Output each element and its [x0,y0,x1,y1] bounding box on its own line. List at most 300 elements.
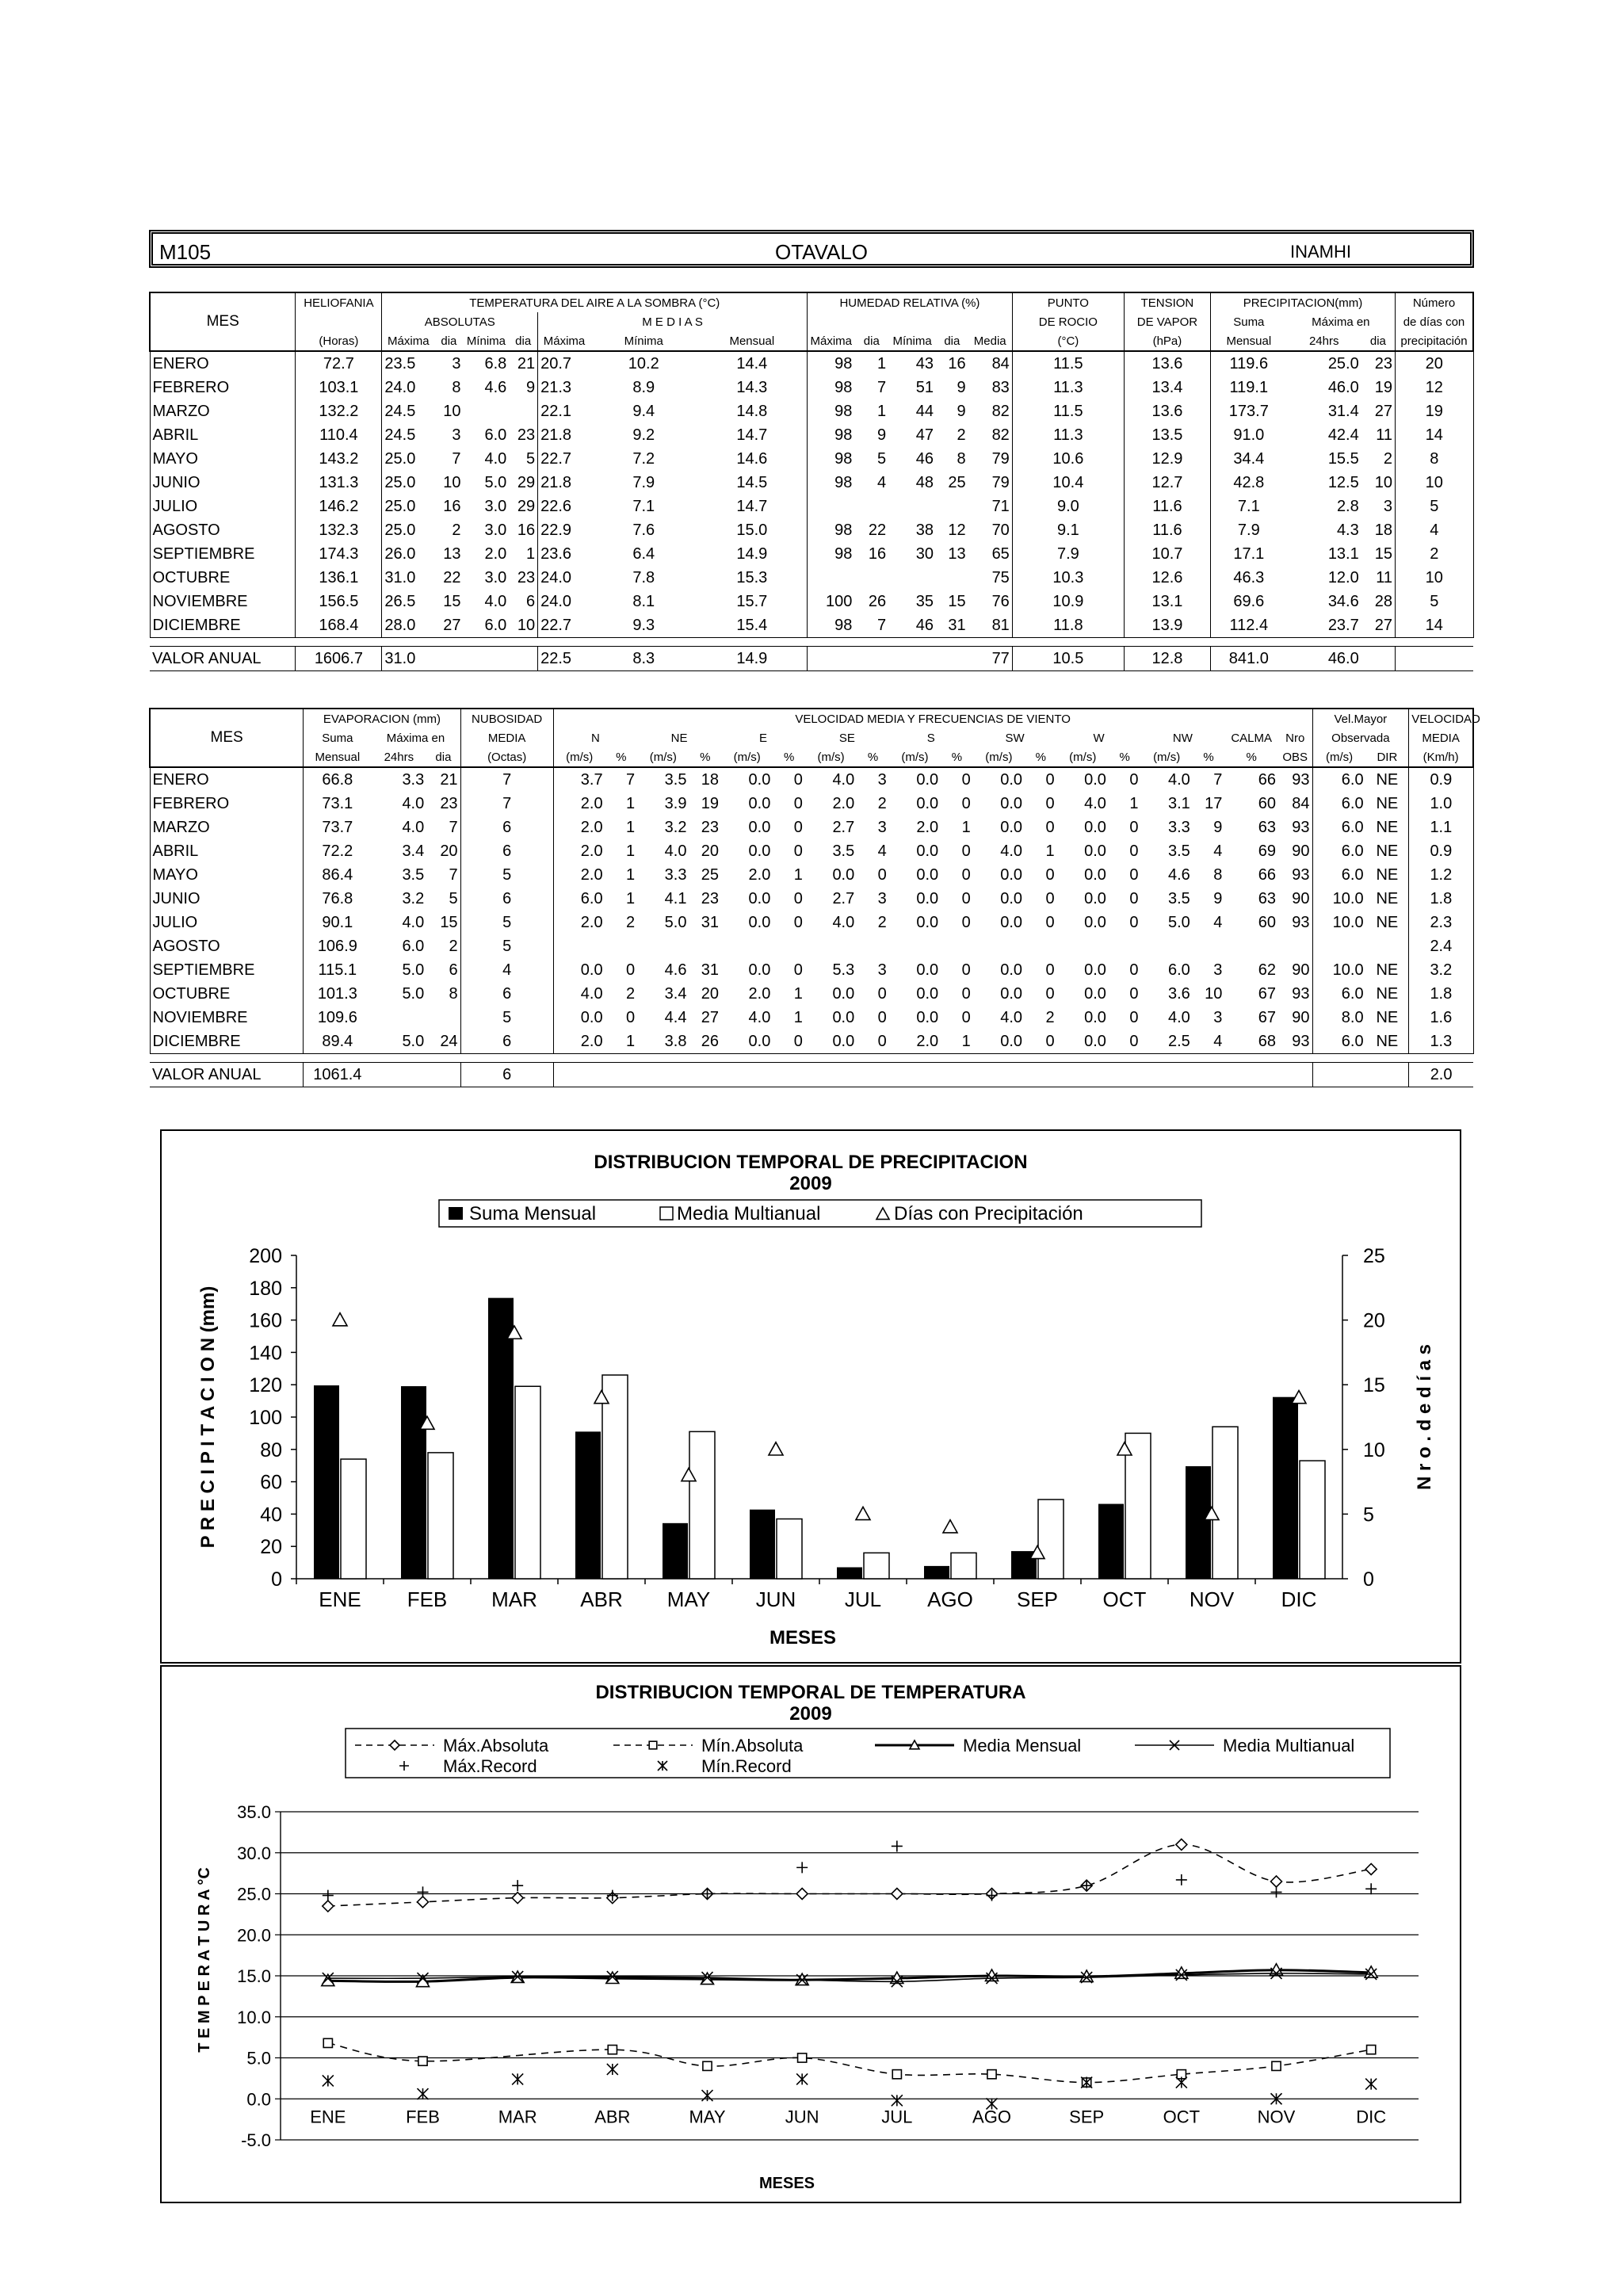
th-dir-se: SE [838,731,855,745]
th-ms: (m/s) [985,750,1013,764]
table-cell: 3.4 [664,984,687,1003]
table-cell: 1 [793,865,803,884]
table-cell: 4.0 [805,767,857,792]
bar-media-multianual [951,1553,976,1579]
table-cell: 24.0 [538,566,590,590]
table-cell: 115.1 [304,958,372,982]
table-cell: 6.0 [1312,982,1366,1006]
table-cell: 136.1 [296,566,382,590]
th-abs-min-dia: dia [515,334,532,348]
table-cell: 0 [961,1008,971,1026]
table-cell: 12.9 [1124,447,1210,471]
table-cell: 0.9 [1409,767,1473,792]
station-name: OTAVALO [775,240,869,264]
table-cell: 27 [1374,402,1393,420]
table-cell: 20 [701,842,720,860]
month-name: JUNIO [152,473,200,491]
th-abs-max-dia: dia [441,334,457,348]
th-pct: % [700,750,711,764]
table-cell: 6.8 [464,351,510,376]
table-cell: 0.0 [748,794,771,812]
table-cell: 0.0 [748,961,771,979]
table-cell [1025,934,1057,958]
table-row [150,767,1473,792]
table-cell: 0 [626,961,636,979]
table-cell: 25 [948,473,966,491]
table-cell: 3.8 [664,1032,687,1050]
table-cell [1140,934,1192,958]
table-cell [773,934,805,958]
table-cell: 98 [808,351,855,376]
th-pct: % [1035,750,1046,764]
table-cell: 0 [877,1032,887,1050]
table-cell: 1 [1129,794,1139,812]
table-cell: 25.0 [1287,351,1361,376]
table-cell: 146.2 [296,495,382,518]
annual-cell [889,1063,941,1087]
table-cell: 119.1 [1210,376,1286,399]
table-cell: 2.0 [553,792,605,816]
table-cell: 27 [1374,616,1393,634]
table-row [150,542,1473,566]
table-cell: 4.0 [1000,1008,1023,1026]
table-cell: 13.1 [1327,544,1359,563]
annual-cell [1057,1063,1109,1087]
table-cell: 22.6 [538,495,590,518]
series-max-absoluta-point [1271,1876,1282,1887]
table-row [150,399,1473,423]
table-cell: 7 [605,767,638,792]
table-cell: 0.0 [1084,1032,1106,1050]
table-cell: 7 [460,792,553,816]
th2-24hrs: 24hrs [384,750,414,764]
th2-mes: MES [210,729,243,746]
table-cell: 0.0 [1084,889,1106,907]
series-min-record-point [607,2064,618,2075]
table-cell: 26.0 [382,542,434,566]
annual-cell [464,647,510,671]
table-cell: 63 [1258,818,1276,836]
series-max-absoluta-point [1365,1863,1377,1874]
table-cell: 4 [877,842,887,860]
table-cell: 3 [434,351,463,376]
table-cell: 51 [915,378,934,396]
table-cell: 12 [948,521,966,539]
table-cell: 7.9 [1210,518,1286,542]
x-tick-label: FEB [406,2107,440,2127]
table-cell: 21 [426,767,460,792]
x-tick-label: OCT [1102,1587,1147,1611]
table-cell: 83 [991,378,1010,396]
table-cell [1312,934,1366,958]
table-cell: 3 [1383,497,1393,515]
x-tick-label: MAR [491,1587,537,1611]
annual-cell [936,647,968,671]
table-cell [1109,934,1141,958]
table-cell: 11 [1376,568,1393,586]
table-cell: 26 [701,1032,720,1050]
series-min-record-point [323,2075,334,2086]
table-cell: 3.2 [402,889,425,907]
bar-suma-mensual [1098,1504,1124,1579]
table-cell: 5.0 [664,913,687,931]
bar-media-multianual [689,1431,715,1579]
table-cell: 63 [1258,889,1276,907]
table-cell: 10 [443,402,461,420]
bar-media-multianual [515,1386,540,1579]
table-cell [805,934,857,958]
table-cell: 28 [1374,592,1393,610]
series-max-absoluta-point [323,1901,334,1912]
table-cell: 10.7 [1124,542,1210,566]
y-tick-label: 80 [260,1438,282,1461]
table-cell: 15 [948,592,966,610]
bar-suma-mensual [663,1523,688,1579]
table-cell: 132.2 [296,399,382,423]
table-cell: 0.0 [748,818,771,836]
table-cell: 6.0 [402,937,425,955]
table-cell: 6.0 [1312,839,1366,863]
annual-cell: 841.0 [1210,647,1286,671]
table-cell: 0.0 [1000,913,1023,931]
y2-axis-label: N r o . d e d í a s [1414,1343,1435,1491]
table-cell: 34.6 [1327,592,1359,610]
table-cell: 7.9 [632,473,655,491]
table-cell: 6.0 [1312,816,1366,839]
legend-label: Máx.Record [443,1756,537,1776]
x-tick-label: JUL [844,1587,882,1611]
table-cell: 15.7 [736,592,768,610]
table-cell: 16 [517,521,536,539]
table-cell: 93 [1278,767,1312,792]
table-cell: 12 [1396,376,1473,399]
table-cell: 1 [793,1008,803,1026]
table-cell: 10.9 [1012,590,1124,613]
table-cell: 0.0 [832,984,855,1003]
legend-label: Media Multianual [1223,1736,1355,1755]
table-cell: 19 [1374,378,1393,396]
table-cell: 3.5 [1168,842,1190,860]
table-cell: 6 [460,839,553,863]
bar-suma-mensual [314,1385,339,1579]
table-cell: 82 [991,402,1010,420]
table-cell: 3.0 [484,568,507,586]
table-cell [464,399,510,423]
series-min-record-point [987,2098,998,2109]
table-cell: 110.4 [296,423,382,447]
table-cell: 2 [1383,449,1393,468]
table-cell: 6.0 [1312,1030,1366,1054]
series-max-absoluta-point [1176,1839,1187,1850]
institution: INAMHI [1290,242,1351,262]
table-cell: 14.8 [736,402,768,420]
table-cell: 3.2 [1409,958,1473,982]
month-name: FEBRERO [152,378,230,396]
chart-legend [439,1200,1201,1227]
table-cell: 2.5 [1168,1032,1190,1050]
bar-suma-mensual [575,1431,601,1579]
table-cell: 9 [1213,818,1223,836]
table-cell: 1 [626,794,636,812]
table-cell: 4.0 [402,913,425,931]
th-pct: % [867,750,879,764]
table-cell: 112.4 [1210,613,1286,638]
table-cell [888,495,936,518]
table-cell: 26 [868,592,887,610]
annual-cell [1109,1063,1141,1087]
table-cell: NE [1376,865,1399,884]
table-cell: 0.0 [889,767,941,792]
table-cell: 13.4 [1124,376,1210,399]
th2-dia: dia [435,750,452,764]
table-cell: 106.9 [304,934,372,958]
table-cell: 1.3 [1409,1030,1473,1054]
legend-swatch-suma [449,1207,463,1220]
th-absolutas: ABSOLUTAS [382,312,538,331]
table-cell: 90 [1292,1008,1310,1026]
table-cell: 3.5 [832,842,855,860]
table-cell: 3 [1213,1008,1223,1026]
table-cell: 46.3 [1210,566,1286,590]
table-cell: 0.0 [748,889,771,907]
table-cell: 0.0 [916,913,939,931]
y-axis-label: T E M P E R A T U R A °C [196,1867,213,2053]
table-cell: 0.0 [916,842,939,860]
th-dir-n: N [553,728,637,747]
table-cell: 3.0 [484,521,507,539]
month-name: MAYO [152,865,198,884]
table-row [150,863,1473,887]
th-pct: % [951,750,963,764]
table-cell: 0.0 [1084,913,1106,931]
table-cell: 21 [509,351,537,376]
table-cell: 3.6 [1168,984,1190,1003]
table-cell: 98 [808,613,855,638]
table-cell: 8.9 [632,378,655,396]
table-cell: 7.1 [1210,495,1286,518]
table-cell: 2 [1045,1008,1055,1026]
legend-label: Suma Mensual [469,1203,597,1224]
table-cell: 5 [877,449,887,468]
bar-media-multianual [777,1519,802,1579]
annual-cell [1366,1063,1409,1087]
month-name: OCTUBRE [152,568,231,586]
annual-cell [1025,1063,1057,1087]
table-cell [936,495,968,518]
table-cell: 1.2 [1409,863,1473,887]
table-cell: 23 [440,794,458,812]
table-cell: 69.6 [1210,590,1286,613]
table-cell: 23 [517,426,536,444]
table-cell: 5 [525,449,536,468]
table-cell: 44 [915,402,934,420]
table-cell: 2.0 [553,911,605,934]
table-cell: 90 [1292,842,1310,860]
th-evap-title: EVAPORACION (mm) [304,709,460,728]
table-cell: 6.0 [484,426,507,444]
table-cell: 5 [460,911,553,934]
th-unit-hpa: (hPa) [1124,331,1210,351]
series-min-absoluta-point [798,2053,807,2062]
table-cell: 10 [1374,473,1393,491]
table-cell: 1 [525,544,536,563]
table-cell: 3 [877,889,887,907]
table-cell: 15.5 [1327,449,1359,468]
table-cell: 10 [443,473,461,491]
annual-cell [805,1063,857,1087]
table-cell: 28.0 [382,613,434,638]
table-cell: 0 [1129,913,1139,931]
series-min-record-point [702,2090,713,2101]
month-name: DICIEMBRE [152,616,241,634]
table-cell: 22.9 [538,518,590,542]
table-row [150,566,1473,590]
table-cell: 0.0 [1084,961,1106,979]
table-cell: 4.0 [664,842,687,860]
table-cell: 0.0 [916,889,939,907]
th2-media: MEDIA [460,728,553,747]
table-cell: 1 [626,842,636,860]
table-cell: 23 [701,889,720,907]
table-cell: 7.1 [632,497,655,515]
month-name: NOVIEMBRE [152,1008,248,1026]
table-cell: 68 [1258,1032,1276,1050]
table-cell: 8 [449,984,458,1003]
table-cell: 0 [1045,818,1055,836]
series-min-record-point [892,2095,903,2106]
table-cell: NE [1376,818,1399,836]
table-cell: 7 [877,378,887,396]
annual-cell [426,1063,460,1087]
th-temp-title: TEMPERATURA DEL AIRE A LA SOMBRA (°C) [382,292,808,312]
th-suma: Suma [1210,312,1286,331]
table-row [150,792,1473,816]
table-cell: 23 [1361,351,1396,376]
table-cell: 0 [793,913,803,931]
th-numero: Número [1396,292,1473,312]
th-kmh: (Km/h) [1409,747,1473,767]
th-ms: (m/s) [733,750,761,764]
table-cell: 3 [452,426,461,444]
table-cell: 2.8 [1336,497,1359,515]
table-row [150,613,1473,638]
temperature-chart [162,1667,1460,2202]
table-cell: 47 [915,426,934,444]
table-cell: 8 [957,449,966,468]
table-cell: 0.0 [1084,984,1106,1003]
table-cell: 1.0 [1409,792,1473,816]
table-cell: 0.0 [916,1008,939,1026]
table-cell: 4.0 [1084,794,1106,812]
table-cell: 13.6 [1124,351,1210,376]
table-cell [936,566,968,590]
table-cell: 0.0 [1084,865,1106,884]
table-cell: 27 [443,616,461,634]
table-cell: 4.0 [832,913,855,931]
table-cell: 20 [440,842,458,860]
table-cell: 15 [440,913,458,931]
table-cell: 0.0 [721,767,773,792]
month-name: ENERO [150,767,304,792]
month-name: DICIEMBRE [152,1032,241,1050]
y-tick-label: 120 [249,1374,282,1397]
table-cell: 27 [701,1008,720,1026]
th-hum-media: Media [973,334,1006,348]
table-cell: 4.4 [664,1008,687,1026]
table-cell: 66 [1224,767,1278,792]
station-header [149,230,1474,268]
table-cell: 86.4 [304,863,372,887]
annual-cell: 14.9 [697,647,808,671]
table-cell: 6 [460,982,553,1006]
th-hum-minima: Mínima [892,334,932,348]
table-cell: 93 [1292,1032,1310,1050]
table-cell: 0 [773,767,805,792]
x-tick-label: ABR [580,1587,623,1611]
table-cell: NE [1376,842,1399,860]
y-tick-label: 35.0 [237,1802,271,1822]
series-min-absoluta-point [892,2070,901,2079]
table-cell: 90.1 [304,911,372,934]
table-cell: 15 [1374,544,1393,563]
table-cell: 7.8 [632,568,655,586]
x-tick-label: MAY [689,2107,726,2127]
legend-label: Mín.Absoluta [701,1736,804,1755]
x-tick-label: AGO [972,2107,1011,2127]
legend-label: Mín.Record [701,1756,792,1776]
table-cell: 79 [991,449,1010,468]
y-tick-label: 200 [249,1245,282,1267]
table-cell: NE [1376,1008,1399,1026]
table-cell: 6 [525,592,536,610]
month-name: FEBRERO [152,794,230,812]
table-cell: 14.4 [697,351,808,376]
table-cell: 91.0 [1210,423,1286,447]
th-tension: TENSION [1124,292,1210,312]
table-cell: 5.0 [402,961,425,979]
table-cell: 0 [1025,767,1057,792]
th-dir-s: S [926,731,935,745]
table-cell: 8.0 [1312,1006,1366,1030]
bar-suma-mensual [837,1568,862,1579]
table-cell: NE [1376,913,1399,931]
th-dir-nw: NW [1172,731,1193,745]
th-de-rocio: DE ROCIO [1012,312,1124,331]
table-cell: 1 [793,984,803,1003]
table-cell: 1 [961,1032,971,1050]
table-row [150,982,1473,1006]
annual-cell [1396,647,1473,671]
table-cell: 66 [1258,865,1276,884]
table-cell: 2.0 [832,794,855,812]
th-medias: M E D I A S [538,312,808,331]
table-cell: 2.4 [1409,934,1473,958]
table-cell: 9.4 [632,402,655,420]
table-cell [1057,934,1109,958]
annual-cell [605,1063,638,1087]
annual-cell [434,647,463,671]
table-cell: 7 [460,767,553,792]
y-tick-label: 140 [249,1342,282,1365]
th-nro: Nro [1285,731,1305,745]
table-cell: 22.7 [538,613,590,638]
table-cell: 5 [460,934,553,958]
table-cell: 7.6 [632,521,655,539]
table-cell: 9 [957,402,966,420]
table-cell: 0.0 [1000,889,1023,907]
table-cell: 0 [1129,1032,1139,1050]
th2-mensual: Mensual [304,747,372,767]
